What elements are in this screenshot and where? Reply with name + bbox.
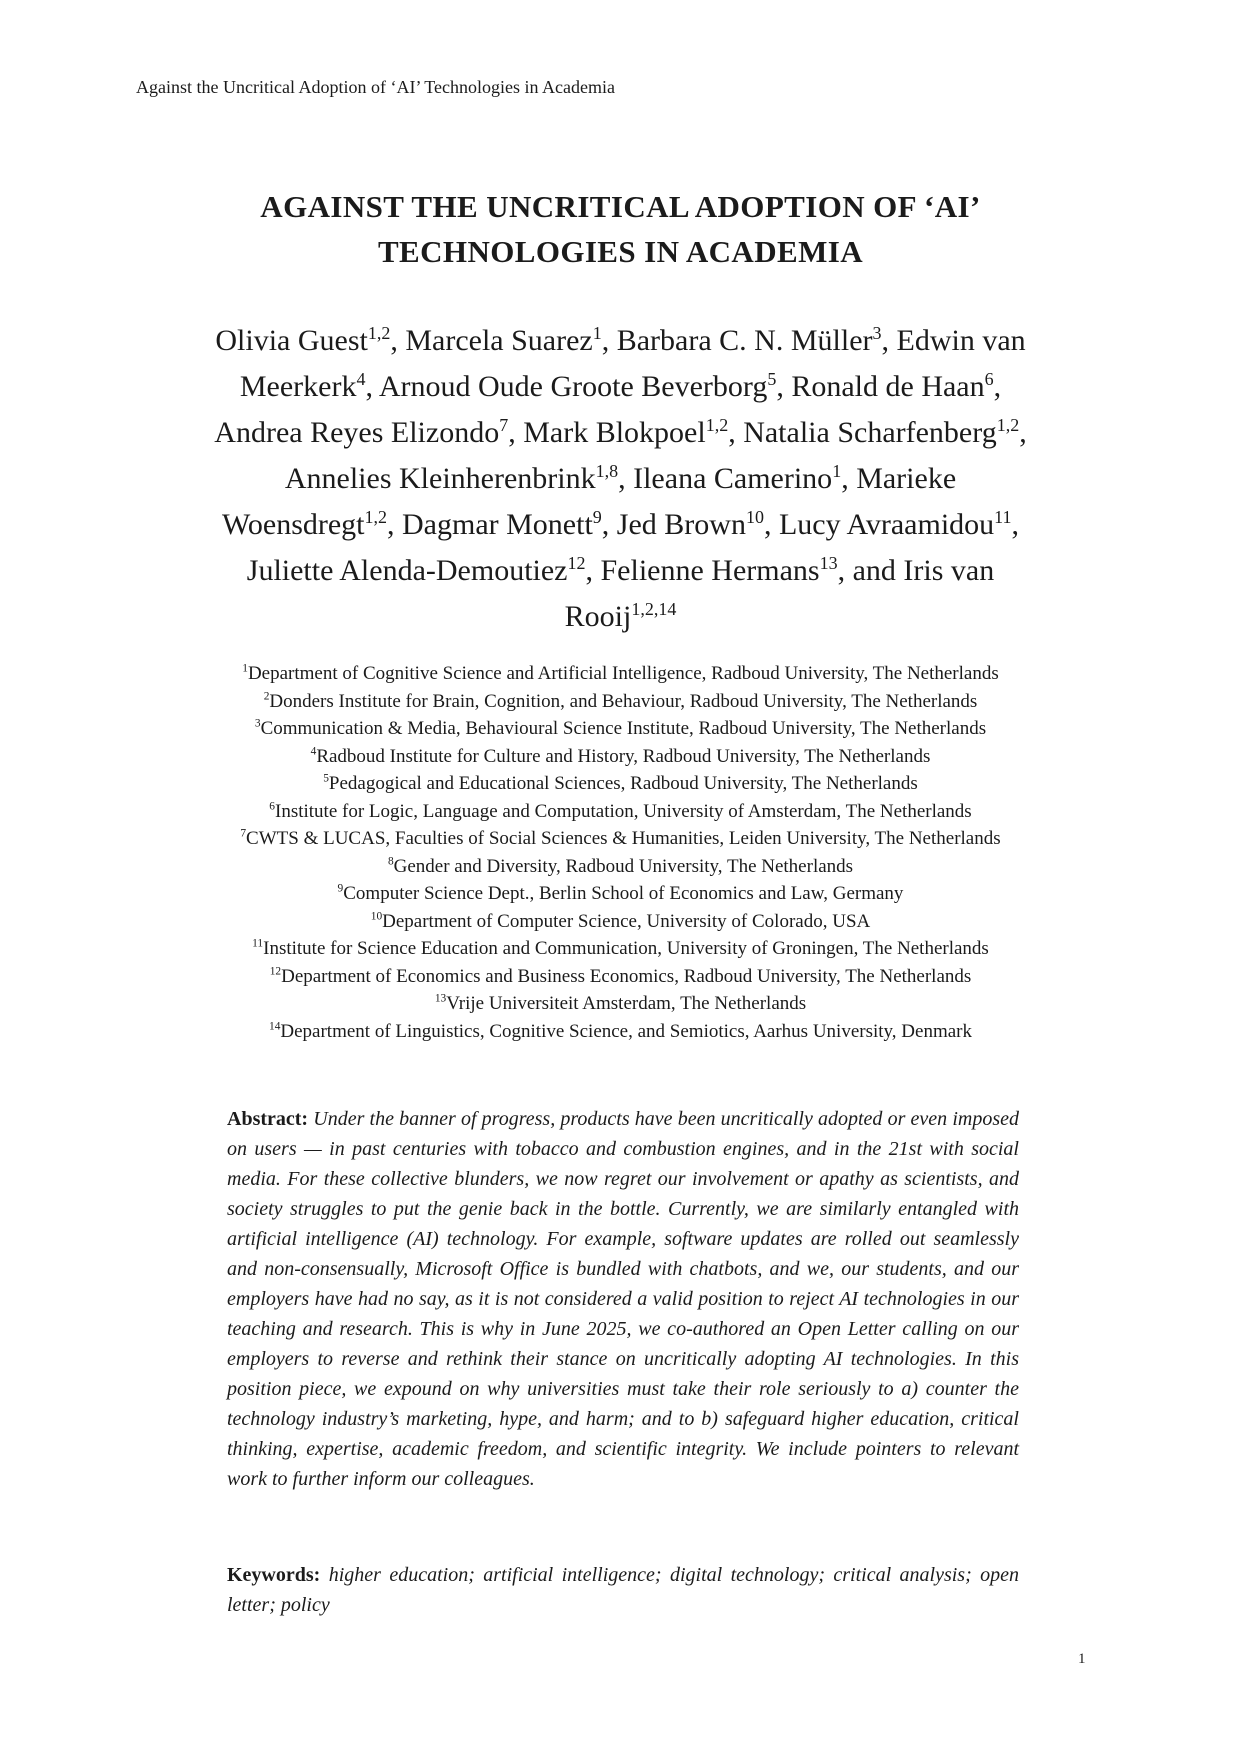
affiliation-line: $^{13}$Vrije Universiteit Amsterdam, The Netherlands [434, 992, 807, 1014]
affiliation-line: $^{12}$Department of Economics and Business Economics, Radboud University, The Netherlands [269, 965, 972, 987]
affiliation-line: $^9$Computer Science Dept., Berlin School of Economics and Law, Germany [337, 882, 904, 904]
keywords-label: Keywords: [227, 1564, 321, 1586]
affiliation-list [0, 660, 1241, 1045]
abstract-label: Abstract: [227, 1108, 309, 1130]
affiliation-line: $^7$CWTS & LUCAS, Faculties of Social Sciences & Humanities, Leiden University, The Netherlands [240, 827, 1001, 849]
abstract-paragraph [227, 1104, 1019, 1494]
author-line: Juliette Alenda-Demoutiez$^{12}$, Felienne Hermans$^{13}$, and Iris van [246, 553, 995, 587]
affiliation-line: $^5$Pedagogical and Educational Sciences, Radboud University, The Netherlands [323, 772, 918, 794]
affiliation-line: $^{11}$Institute for Science Education and Communication, University of Groningen, The Netherlands [252, 937, 989, 959]
affiliation-line: $^2$Donders Institute for Brain, Cognition, and Behaviour, Radboud University, The Netherlands [263, 690, 978, 712]
author-line: Andrea Reyes Elizondo$^7$, Mark Blokpoel$^{1,2}$, Natalia Scharfenberg$^{1,2}$, [214, 415, 1027, 449]
paper-title-line: AGAINST THE UNCRITICAL ADOPTION OF ‘AI’ [260, 189, 981, 224]
paper-title-line: TECHNOLOGIES IN ACADEMIA [377, 234, 863, 269]
author-line: Meerkerk$^4$, Arnoud Oude Groote Beverborg$^5$, Ronald de Haan$^6$, [239, 369, 1002, 403]
page-number: 1 [1078, 1651, 1086, 1667]
affiliation-line: $^4$Radboud Institute for Culture and History, Radboud University, The Netherlands [310, 745, 931, 767]
author-line: Rooij$^{1,2,14}$ [564, 599, 677, 633]
author-list [0, 318, 1241, 640]
affiliation-line: $^{14}$Department of Linguistics, Cognitive Science, and Semiotics, Aarhus University, Denmark [269, 1020, 972, 1042]
abstract-text: Under the banner of progress, products have been uncritically adopted or even imposed on users — in past centuries with tobacco and combustion engines, and in the 21st with social media. For these collective blunders, we now regret our involvement or apathy as scientists, and society struggles to put the genie back in the bottle. Currently, we are similarly entangled with artificial intelligence (AI) technology. For example, software updates are rolled out seamlessly and non-consensually, Microsoft Office is bundled with chatbots, and we, our students, and our employers have had no say, as it is not considered a valid position to reject AI technologies in our teaching and research. This is why in June 2025, we co-authored an Open Letter calling on our employers to reverse and rethink their stance on uncritically adopting AI technologies. In this position piece, we expound on why universities must take their role seriously to a) counter the technology industry’s marketing, hype, and harm; and to b) safeguard higher education, critical thinking, expertise, academic freedom, and scientific integrity. We include pointers to relevant work to further inform our colleagues. [227, 1108, 1020, 1490]
affiliation-line: $^6$Institute for Logic, Language and Computation, University of Amsterdam, The Netherlands [269, 800, 972, 822]
author-line: Annelies Kleinherenbrink$^{1,8}$, Ileana Camerino$^1$, Marieke [284, 461, 957, 495]
running-header: Against the Uncritical Adoption of ‘AI’ Technologies in Academia [136, 77, 615, 97]
author-line: Woensdregt$^{1,2}$, Dagmar Monett$^9$, Jed Brown$^{10}$, Lucy Avraamidou$^{11}$, [221, 507, 1020, 541]
affiliation-line: $^8$Gender and Diversity, Radboud University, The Netherlands [387, 855, 854, 877]
keywords-paragraph [227, 1560, 1019, 1620]
affiliation-line: $^3$Communication & Media, Behavioural Science Institute, Radboud University, The Netherlands [254, 717, 987, 739]
keywords-text: higher education; artificial intelligence; digital technology; critical analysis; open letter; policy [227, 1564, 1019, 1616]
affiliation-line: $^{10}$Department of Computer Science, University of Colorado, USA [370, 910, 871, 932]
affiliation-line: $^1$Department of Cognitive Science and Artificial Intelligence, Radboud University, The Netherlands [242, 662, 999, 684]
author-line: Olivia Guest$^{1,2}$, Marcela Suarez$^1$, Barbara C. N. Müller$^3$, Edwin van [215, 323, 1026, 357]
paper-title [0, 184, 1241, 274]
